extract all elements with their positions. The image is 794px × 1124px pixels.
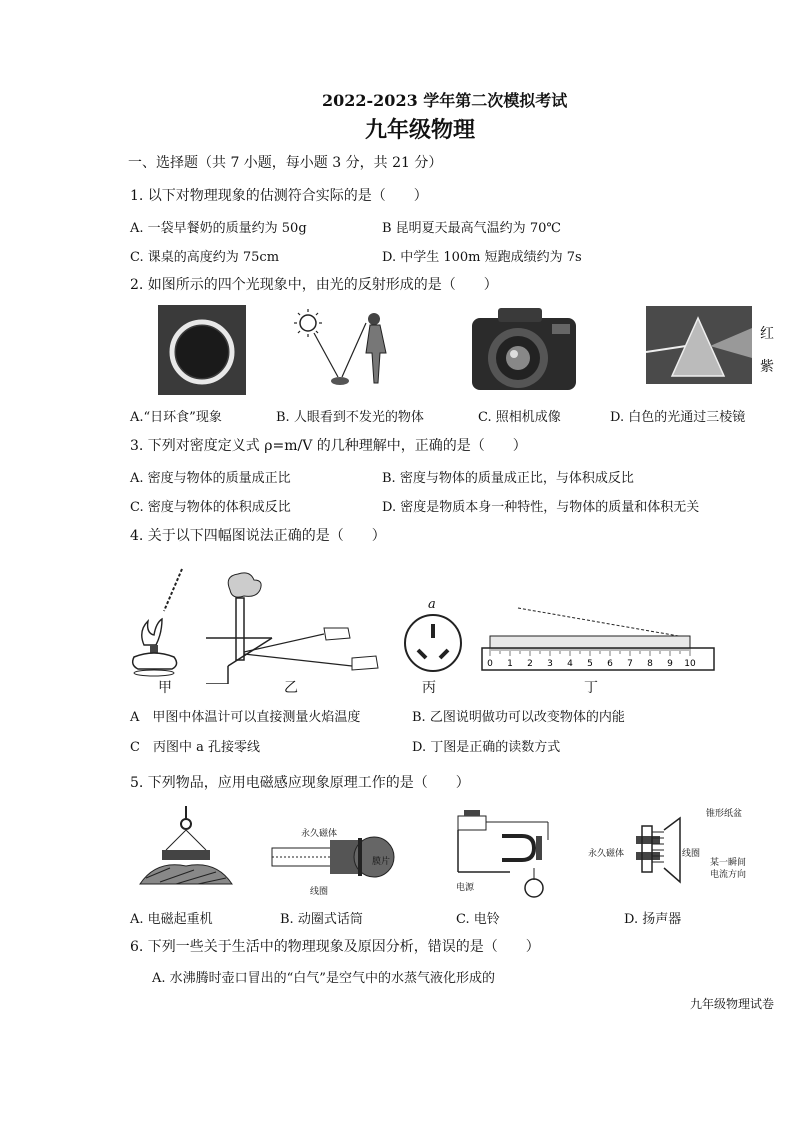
reflection-figure xyxy=(292,305,402,397)
q4-stem: 4. 关于以下四幅图说法正确的是（ ） xyxy=(130,528,386,544)
subject-title: 九年级物理 xyxy=(365,118,476,143)
current-direction-label: 电流方向 xyxy=(710,870,747,880)
q3-option-b: B. 密度与物体的质量成正比，与体积成反比 xyxy=(382,471,634,486)
power-label: 电源 xyxy=(456,883,475,893)
q1-option-c: C. 课桌的高度约为 75cm xyxy=(130,250,280,265)
q4-option-a: A 甲图中体温计可以直接测量火焰温度 xyxy=(130,710,361,725)
q4-option-d: D. 丁图是正确的读数方式 xyxy=(412,740,561,755)
crane-figure xyxy=(136,806,236,896)
q5-option-d: D. 扬声器 xyxy=(624,912,682,927)
prism-purple-label: 紫 xyxy=(760,359,774,375)
section-title: 一、选择题（共 7 小题，每小题 3 分，共 21 分） xyxy=(128,155,443,171)
q2-option-a: A.“日环食”现象 xyxy=(130,410,222,425)
ruler-number: 6 xyxy=(607,659,613,669)
ruler-number: 2 xyxy=(527,659,533,669)
fig-label-bing: 丙 xyxy=(422,680,436,696)
socket-hole-label: a xyxy=(428,597,436,612)
membrane-label: 膜片 xyxy=(372,857,391,867)
magnet2-label: 永久磁体 xyxy=(588,849,625,859)
solar-eclipse-figure xyxy=(158,305,246,395)
q4-option-c: C 丙图中 a 孔接零线 xyxy=(130,740,260,755)
q1-option-d: D. 中学生 100m 短跑成绩约为 7s xyxy=(382,250,582,265)
socket-figure xyxy=(402,612,464,674)
q2-stem: 2. 如图所示的四个光现象中，由光的反射形成的是（ ） xyxy=(130,277,498,293)
ruler-number: 5 xyxy=(587,659,593,669)
q3-stem: 3. 下列对密度定义式 ρ=m/V 的几种理解中，正确的是（ ） xyxy=(130,438,527,454)
q5-option-c: C. 电铃 xyxy=(456,912,500,927)
cone-label: 锥形纸盆 xyxy=(706,809,743,819)
ruler-number: 0 xyxy=(487,659,493,669)
ruler-number: 3 xyxy=(547,659,553,669)
ruler-figure xyxy=(478,604,718,674)
magnet-label: 永久磁体 xyxy=(301,829,338,839)
q3-option-a: A. 密度与物体的质量成正比 xyxy=(130,471,291,486)
q3-option-d: D. 密度是物质本身一种特性，与物体的质量和体积无关 xyxy=(382,500,700,515)
ruler-number: 8 xyxy=(647,659,653,669)
q1-option-a: A. 一袋早餐奶的质量约为 50g xyxy=(130,221,307,236)
ruler-number: 9 xyxy=(667,659,673,669)
q2-option-b: B. 人眼看到不发光的物体 xyxy=(276,410,424,425)
q3-option-c: C. 密度与物体的体积成反比 xyxy=(130,500,291,515)
ruler-number: 1 xyxy=(507,659,513,669)
q1-option-b: B 昆明夏天最高气温约为 70℃ xyxy=(382,221,561,236)
q5-stem: 5. 下列物品，应用电磁感应现象原理工作的是（ ） xyxy=(130,775,470,791)
q1-stem: 1. 以下对物理现象的估测符合实际的是（ ） xyxy=(130,188,428,204)
coil2-label: 线圈 xyxy=(682,849,701,859)
q6-option-a: A. 水沸腾时壶口冒出的“白气”是空气中的水蒸气液化形成的 xyxy=(152,971,495,986)
ruler-number: 7 xyxy=(627,659,633,669)
page-footer: 九年级物理试卷 xyxy=(690,997,775,1011)
current-label: 某一瞬间 xyxy=(710,858,747,868)
friction-tube-figure xyxy=(200,572,390,684)
q2-option-d: D. 白色的光通过三棱镜 xyxy=(610,410,746,425)
q5-option-a: A. 电磁起重机 xyxy=(130,912,213,927)
fig-label-ding: 丁 xyxy=(584,680,598,696)
coil-label: 线圈 xyxy=(310,887,329,897)
fig-label-jia: 甲 xyxy=(158,680,172,696)
q6-stem: 6. 下列一些关于生活中的物理现象及原因分析，错误的是（ ） xyxy=(130,939,540,955)
prism-red-label: 红 xyxy=(760,326,774,342)
q4-option-b: B. 乙图说明做功可以改变物体的内能 xyxy=(412,710,625,725)
fig-label-yi: 乙 xyxy=(284,680,298,696)
ruler-number: 10 xyxy=(684,659,696,669)
alcohol-lamp-figure xyxy=(124,565,194,677)
q2-option-c: C. 照相机成像 xyxy=(478,410,561,425)
q5-option-b: B. 动圈式话筒 xyxy=(280,912,363,927)
prism-figure xyxy=(646,306,752,384)
camera-figure xyxy=(468,300,580,400)
ruler-number: 4 xyxy=(567,659,573,669)
exam-title: 2022-2023 学年第二次模拟考试 xyxy=(322,91,568,110)
